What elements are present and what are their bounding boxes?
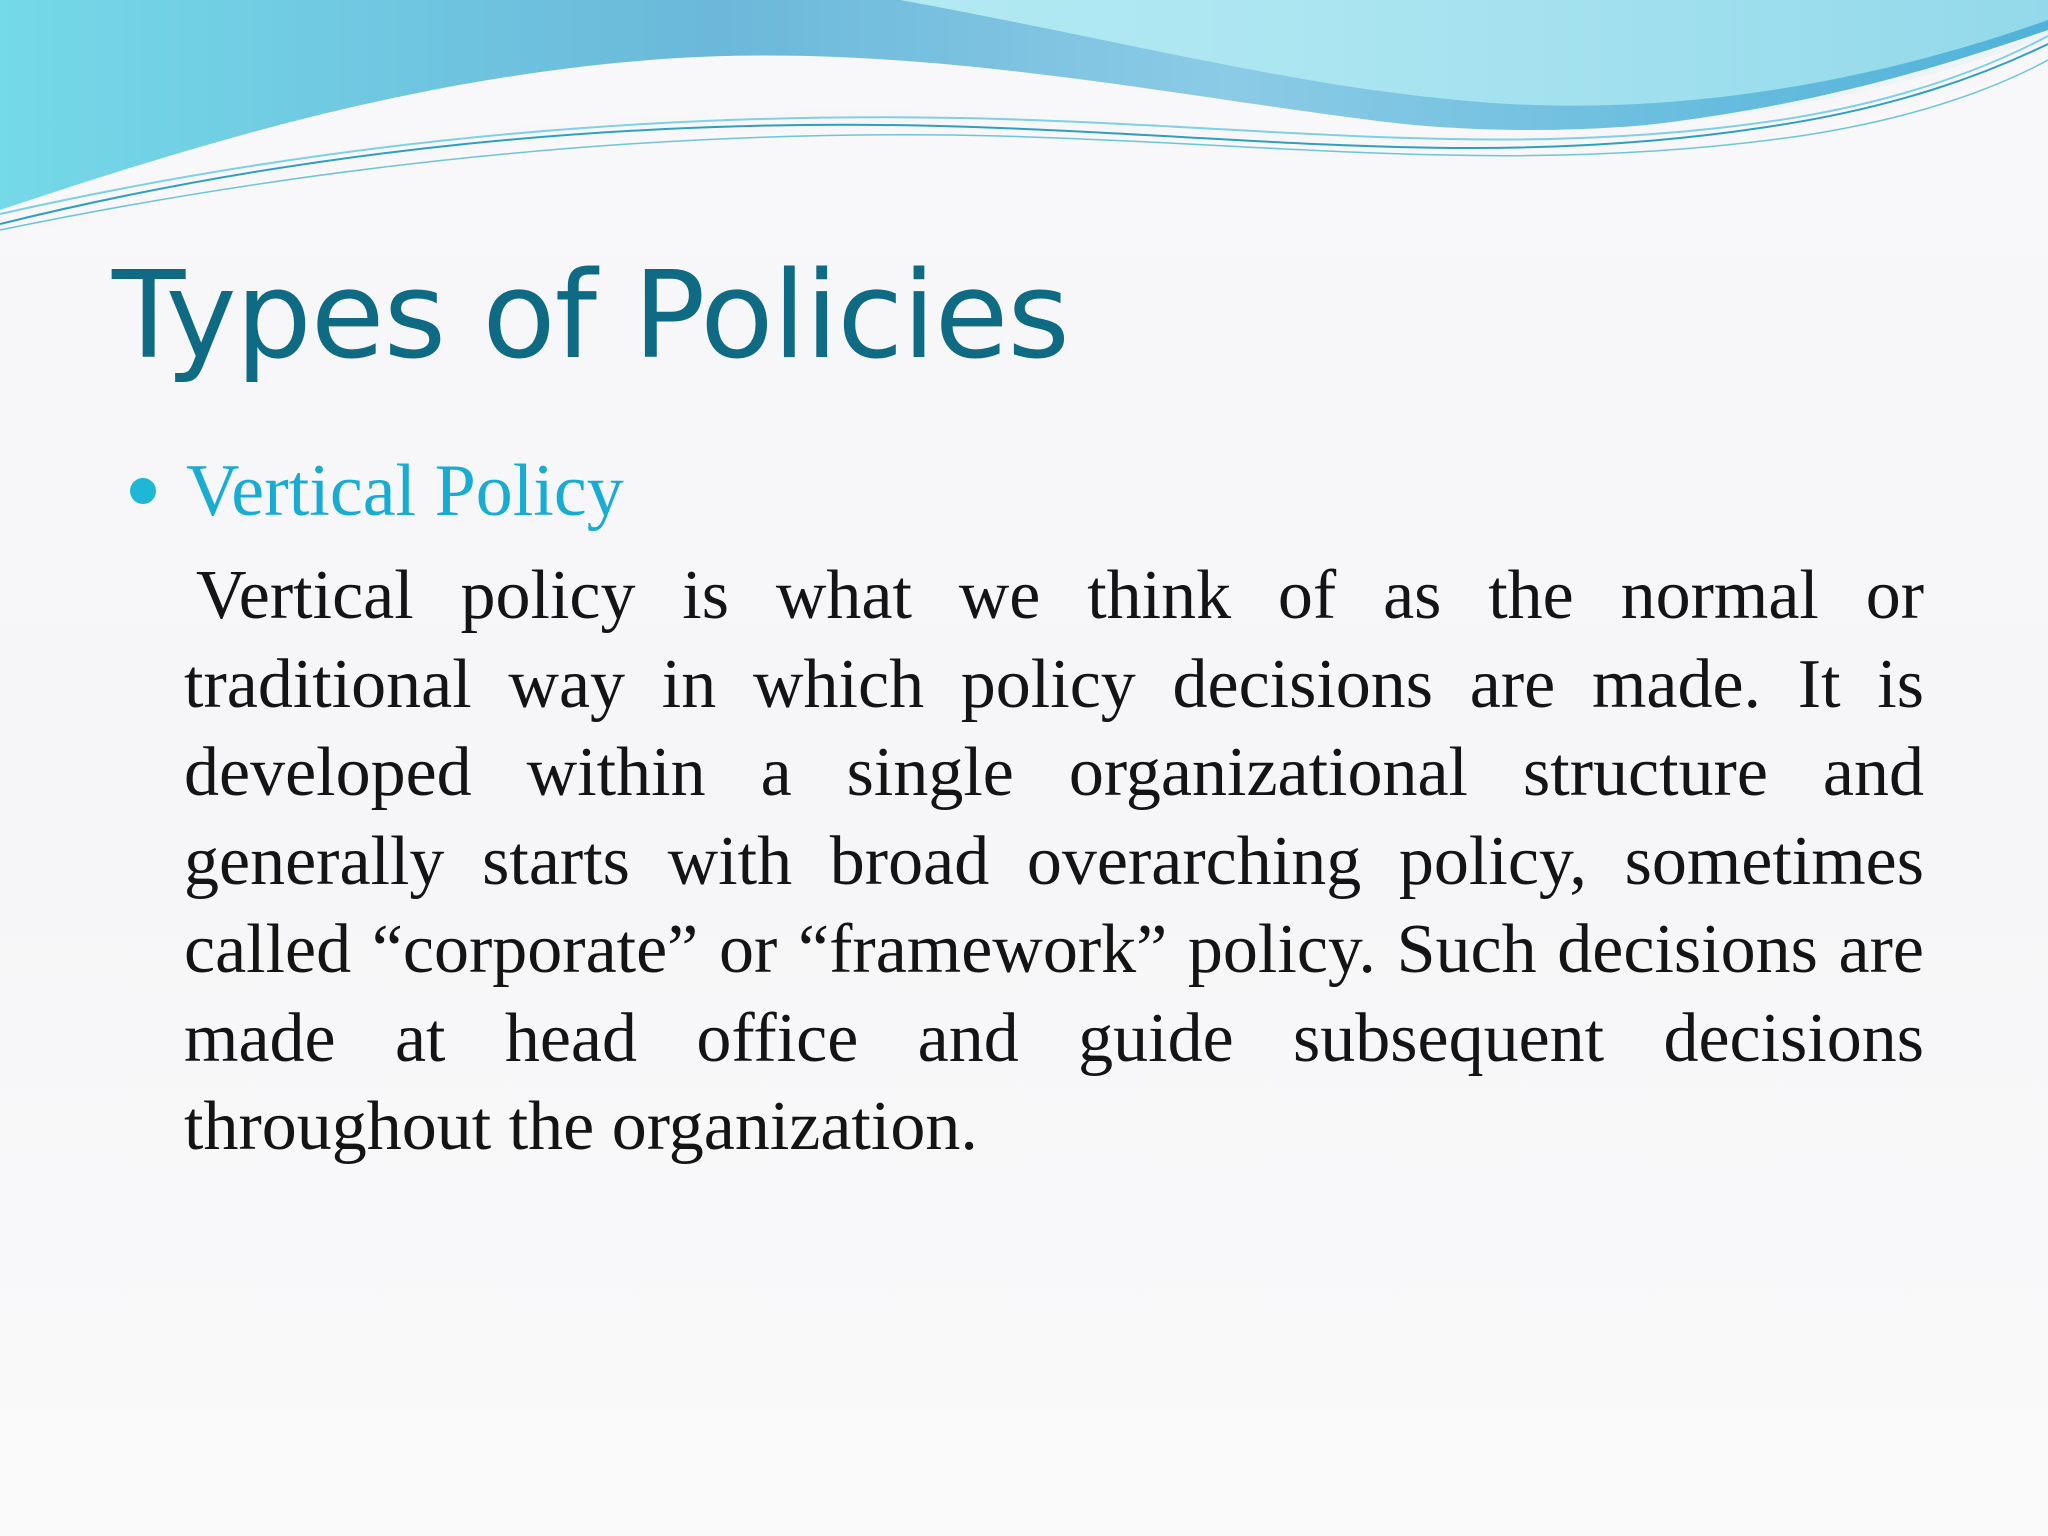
bullet-dot-icon [130,478,156,504]
body-paragraph: Vertical policy is what we think of as the normal or traditional way in which policy decisions are made. It is developed within a single organizational structure and generally starts with broad overarching policy, sometimes called “corporate” or “framework” policy. Such decisions are made at head office and guide subsequent decisions throughout the organization. [184,557,1924,1165]
bullet-label: Vertical Policy [186,450,624,532]
decorative-wave-header [0,0,2048,240]
slide-title: Types of Policies [112,247,1069,386]
bullet-item [130,446,624,536]
